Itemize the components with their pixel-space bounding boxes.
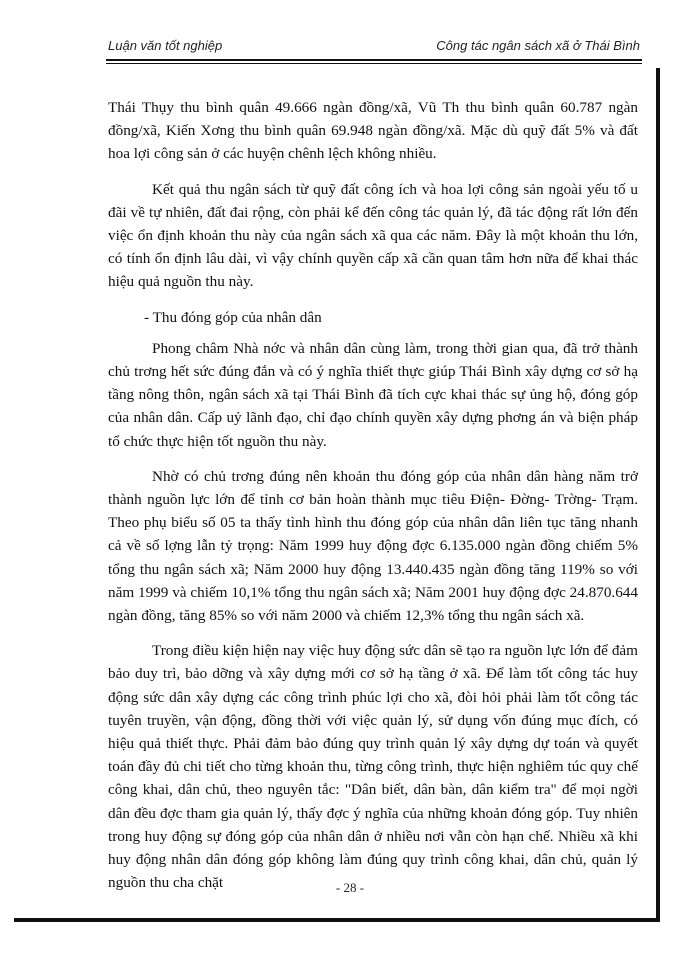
page-border-bottom xyxy=(14,918,660,922)
paragraph-3: Phong châm Nhà nớc và nhân dân cùng làm, trong thời gian qua, đã trở thành chủ trơng hết sức đúng đắn và có ý nghĩa thiết thực giúp Thái Bình xây dựng cơ sở hạ tầng nông thôn, ngân sách xã tại Thái Bình đã tích cực khai thác sự ủng hộ, đóng góp của nhân dân. Cấp uỷ lãnh đạo, chỉ đạo chính quyền xây dựng phơng án và biện pháp tổ chức thực hiện tốt nguồn thu này. xyxy=(108,339,638,450)
section-subheading: - Thu đóng góp của nhân dân xyxy=(144,308,322,326)
header-double-rule xyxy=(106,59,642,64)
page-number: - 28 - xyxy=(335,880,365,895)
paragraph-4: Nhờ có chủ trơng đúng nên khoản thu đóng góp của nhân dân hàng năm trở thành nguồn lực lớn để tỉnh cơ bản hoàn thành mục tiêu Điện- Đờng- Trờng- Trạm. Theo phụ biểu số 05 ta thấy tình hình thu đóng góp của nhân dân liên tục tăng nhanh cả về số lợng lẫn tỷ trọng: Năm 1999 huy động đợc 6.135.000 ngàn đồng chiếm 5% tổng thu ngân sách xã; Năm 2000 huy động 13.440.435 ngàn đồng tăng 119% so với năm 1999 và chiếm 10,1% tổng thu ngân sách xã; Năm 2001 huy động đợc 24.870.644 ngàn đồng, tăng 85% so với năm 2000 và chiếm 12,3% tổng thu ngân sách xã. xyxy=(108,467,638,625)
header-left-title: Luận văn tốt nghiệp xyxy=(108,38,223,53)
header-right-title: Công tác ngân sách xã ở Thái Bình xyxy=(436,38,640,53)
running-header xyxy=(108,38,640,57)
body-text xyxy=(108,96,638,907)
paragraph-2: Kết quả thu ngân sách từ quỹ đất công ích và hoa lợi công sản ngoài yếu tố u đãi về tự nhiên, đất đai rộng, còn phải kể đến công tác quản lý, đã tác động rất lớn đến việc ổn định khoản thu này của ngân sách xã qua các năm. Đây là một khoản thu lớn, có tính ổn định lâu dài, vì vậy chính quyền cấp xã cần quan tâm hơn nữa để khai thác hiệu quả nguồn thu này. xyxy=(108,180,638,291)
paragraph-5: Trong điều kiện hiện nay việc huy động sức dân sẽ tạo ra nguồn lực lớn để đảm bảo duy trì, bảo dỡng và xây dựng mới cơ sở hạ tầng ở xã. Để làm tốt công tác huy động sức dân xây dựng các công trình phúc lợi cho xã, đòi hỏi phải làm tốt công tác tuyên truyền, vận động, đồng thời với việc quản lý, sử dụng vốn đúng mục đích, có hiệu quả thiết thực. Phải đảm bảo đúng quy trình quản lý xây dựng dự toán và quyết toán đầy đủ chi tiết cho từng khoản thu, từng công trình, thực hiện nghiêm túc quy chế công khai, dân chủ, theo nguyên tắc: "Dân biết, dân bàn, dân kiểm tra" để mọi ngời dân đều đợc tham gia quản lý, thấy đợc ý nghĩa của những khoản đóng góp. Tuy nhiên trong huy động sự đóng góp của nhân dân ở nhiều nơi vẫn còn hạn chế. Nhiều xã khi huy động nhân dân đóng góp không làm đúng quy trình công khai, dân chủ, quản lý nguồn thu cha chặt xyxy=(108,642,638,892)
paragraph-1: Thái Thụy thu bình quân 49.666 ngàn đồng/xã, Vũ Th thu bình quân 60.787 ngàn đồng/xã, Kiến Xơng thu bình quân 69.948 ngàn đồng/xã. Mặc dù quỹ đất 5% và đất hoa lợi công sản ở các huyện chênh lệch không nhiều. xyxy=(108,99,638,163)
page-border-right xyxy=(656,68,660,920)
